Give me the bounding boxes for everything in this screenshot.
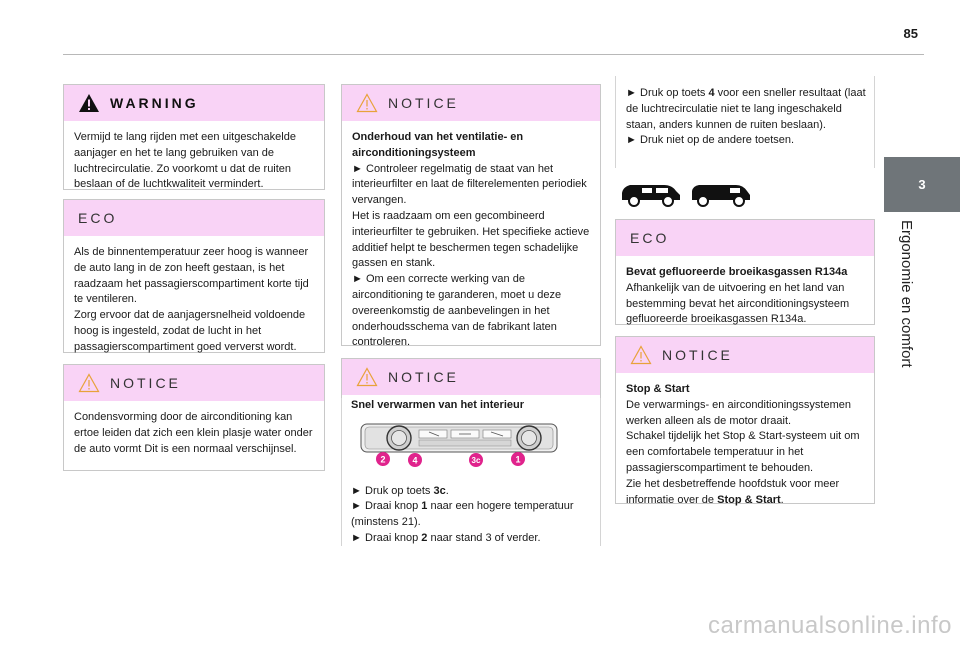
quick-heat-heading: Snel verwarmen van het interieur — [351, 399, 525, 411]
notice-label-2: NOTICE — [388, 95, 459, 111]
climate-control-panel — [359, 418, 559, 472]
col3-step-1: ► Druk op toets 4 voor een sneller resultaat (laat de luchtrecirculatie niet te lang ingeschakeld staan, anders kunnen de ruiten beslaan). — [626, 87, 866, 131]
notice-triangle-icon — [356, 93, 378, 113]
eco-box-1 — [63, 199, 325, 353]
notice-header-4 — [616, 337, 874, 373]
watermark: carmanualsonline.info — [708, 612, 952, 639]
chapter-tab[interactable]: 3 — [884, 157, 960, 212]
eco-text-2: Afhankelijk van de uitvoering en het land van bestemming bevat het airconditioningsysteem gefluoreerde broeikasgassen R134a. — [626, 281, 850, 326]
eco-label-2: ECO — [630, 230, 670, 246]
quick-heat-step-3: ► Draai knop 2 naar stand 3 of verder. — [351, 531, 591, 547]
quick-heat-step-1: ► Druk op toets 3c. — [351, 484, 591, 500]
eco-header-2 — [616, 220, 874, 256]
col3-top-right-edge — [874, 76, 875, 168]
quick-heat-section — [341, 398, 601, 547]
notice-box-3-right-edge — [600, 398, 601, 546]
notice-text-1: Condensvorming door de airconditioning kan ertoe leiden dat zich een klein plasje water onder de auto vormt Dit is een normaal verschijnsel. — [74, 411, 313, 455]
notice-label-1: NOTICE — [110, 375, 181, 391]
notice-heading-2: Onderhoud van het ventilatie- en airconditioningsysteem — [352, 131, 524, 159]
warning-box — [63, 84, 325, 190]
notice-label-3: NOTICE — [388, 369, 459, 385]
notice-header-2 — [342, 85, 600, 121]
arrow-bullet-icon: ► — [626, 87, 637, 99]
eco-header-1 — [64, 200, 324, 236]
notice-triangle-icon — [356, 367, 378, 387]
notice-paragraph-2: Het is raadzaam om een gecombineerd interieurfilter te gebruiken. Het specifieke actieve additief helpt te beschermen tegen schadelijke gassen en stank. — [352, 209, 590, 270]
notice-triangle-icon — [630, 345, 652, 365]
notice-label-4: NOTICE — [662, 347, 733, 363]
notice-box-3-left-edge — [341, 398, 342, 546]
notice-header-3 — [342, 359, 600, 395]
eco-box-2 — [615, 219, 875, 325]
warning-header — [64, 85, 324, 121]
page-number: 85 — [903, 26, 918, 41]
notice-box-1 — [63, 364, 325, 471]
notice-bullet-1: ► Controleer regelmatig de staat van het interieurfilter en laat de filterelementen periodiek vervangen. — [352, 162, 587, 207]
arrow-bullet-icon: ► — [351, 531, 362, 544]
notice-box-3 — [341, 358, 601, 398]
arrow-bullet-icon: ► — [352, 273, 363, 286]
quick-heat-step-2: ► Draai knop 1 naar een hogere temperatuur (minstens 21). — [351, 500, 574, 529]
notice-triangle-icon — [78, 373, 100, 393]
warning-text: Vermijd te lang rijden met een uitgeschakelde aanjager en het te lang gebruiken van de luchtrecirculatie. Zo voorkomt u dat de ruiten beslaan of de luchtkwaliteit vermindert. — [74, 131, 296, 191]
eco-paragraph-2: Zorg ervoor dat de aanjagersnelheid voldoende hoog is ingesteld, zodat de lucht in het passagierscompartiment goed ververst wordt. — [74, 309, 306, 353]
notice-paragraph-4c: Zie het desbetreffende hoofdstuk voor meer informatie over de Stop & Start. — [626, 477, 840, 506]
van-icon — [620, 181, 682, 207]
notice-bullet-2: ► Om een correcte werking van de airconditioning te garanderen, moet u deze overeenkomstig de aanbevelingen in het onderhoudsschema van de fabrikant laten controleren. — [352, 273, 562, 349]
col3-top-text — [626, 86, 866, 149]
arrow-bullet-icon: ► — [352, 162, 363, 175]
vehicle-icons — [620, 181, 752, 207]
notice-header-1 — [64, 365, 324, 401]
header-rule — [63, 54, 924, 55]
notice-box-2 — [341, 84, 601, 349]
chapter-title — [899, 220, 919, 380]
eco-paragraph-1: Als de binnentemperatuur zeer hoog is wanneer de auto lang in de zon heeft gestaan, is het raadzaam het passagierscompartiment korte tijd te ventileren. — [74, 246, 309, 306]
arrow-bullet-icon: ► — [351, 484, 362, 497]
callout-1: 1 — [515, 454, 521, 465]
callout-2: 2 — [380, 454, 386, 465]
callout-3c: 3c — [471, 455, 481, 465]
col3-top-left-edge — [615, 76, 616, 168]
col3-step-2: ► Druk niet op de andere toetsen. — [626, 133, 866, 149]
notice-box-4 — [615, 336, 875, 504]
arrow-bullet-icon: ► — [351, 500, 362, 513]
notice-heading-4: Stop & Start — [626, 383, 690, 395]
arrow-bullet-icon: ► — [626, 134, 637, 147]
chapter-title-text: Ergonomie en comfort — [898, 220, 915, 368]
notice-paragraph-4a: De verwarmings- en airconditioningssystemen werken alleen als de motor draait. — [626, 398, 851, 427]
van-long-icon — [690, 181, 752, 207]
notice-paragraph-4b: Schakel tijdelijk het Stop & Start-systeem uit om een comfortabele temperatuur in het passagierscompartiment te behouden. — [626, 430, 860, 474]
eco-heading-2: Bevat gefluoreerde broeikasgassen R134a — [626, 266, 848, 278]
eco-label-1: ECO — [78, 210, 118, 226]
warning-label: WARNING — [110, 95, 199, 111]
callout-4: 4 — [412, 455, 418, 466]
warning-triangle-icon — [78, 93, 100, 113]
